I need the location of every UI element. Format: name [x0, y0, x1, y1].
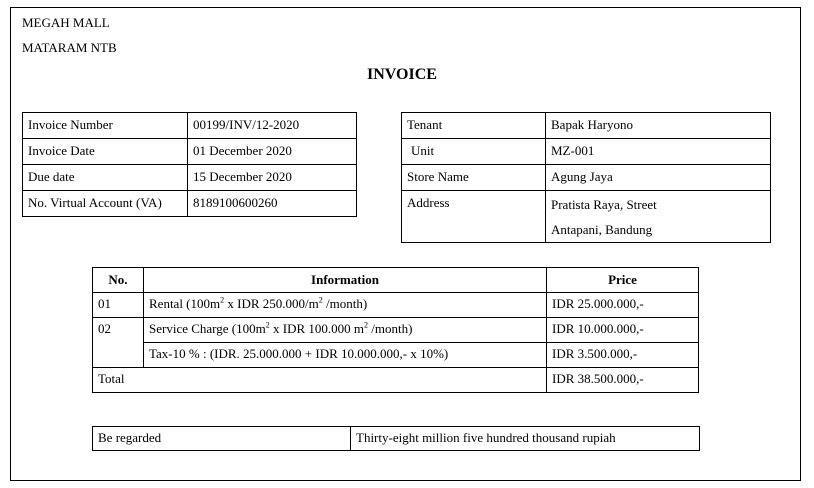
item-information: Rental ($100m^2$ x IDR $250.000/m^2$ /month) [144, 293, 547, 318]
company-name: MEGAH MALL [22, 15, 110, 30]
total-value: IDR 38.500.000,- [547, 368, 699, 393]
item-no: 02 [93, 318, 144, 368]
header-price: Price [547, 268, 699, 293]
table-row [402, 113, 771, 139]
regarded-label: Be regarded [93, 427, 351, 451]
table-row [402, 191, 771, 243]
table-row [93, 293, 699, 318]
item-information: Tax-10 % : (IDR. 25.000.000 + IDR 10.000.000,- x 10%) [144, 343, 547, 368]
company-location: MATARAM NTB [22, 40, 117, 55]
invoice-number-value: 00199/INV/12-2020 [188, 113, 357, 139]
address-value [546, 191, 771, 243]
table-row [402, 165, 771, 191]
due-date-label: Due date [23, 165, 188, 191]
invoice-info-table [22, 112, 357, 217]
address-line-2: Antapani, Bandung [551, 222, 653, 237]
regarded-value: Thirty-eight million five hundred thousand rupiah [351, 427, 700, 451]
table-row [23, 165, 357, 191]
table-row [93, 318, 699, 343]
invoice-title: INVOICE [367, 66, 437, 83]
table-row [23, 139, 357, 165]
table-row [402, 139, 771, 165]
unit-value: MZ-001 [546, 139, 771, 165]
item-price: IDR 10.000.000,- [547, 318, 699, 343]
address-line-1: Pratista Raya, Street [551, 197, 657, 212]
items-table [92, 267, 699, 393]
item-information: Service Charge ($100m^2$ x IDR 100.000 $m^2$ /month) [144, 318, 547, 343]
tenant-info-table [401, 112, 771, 243]
item-no: 01 [93, 293, 144, 318]
tenant-label: Tenant [402, 113, 546, 139]
due-date-value: 15 December 2020 [188, 165, 357, 191]
address-label: Address [402, 191, 546, 243]
total-row [93, 368, 699, 393]
unit-label: Unit [402, 139, 546, 165]
tenant-value: Bapak Haryono [546, 113, 771, 139]
header-no: No. [93, 268, 144, 293]
regarded-table [92, 426, 700, 451]
table-row [93, 427, 700, 451]
table-row [93, 343, 699, 368]
invoice-date-value: 01 December 2020 [188, 139, 357, 165]
item-price: IDR 3.500.000,- [547, 343, 699, 368]
virtual-account-label: No. Virtual Account (VA) [23, 191, 188, 217]
invoice-date-label: Invoice Date [23, 139, 188, 165]
store-name-label: Store Name [402, 165, 546, 191]
store-name-value: Agung Jaya [546, 165, 771, 191]
virtual-account-value: 8189100600260 [188, 191, 357, 217]
item-price: IDR 25.000.000,- [547, 293, 699, 318]
invoice-number-label: Invoice Number [23, 113, 188, 139]
header-information: Information [144, 268, 547, 293]
table-row [23, 113, 357, 139]
table-header-row [93, 268, 699, 293]
total-label: Total [93, 368, 547, 393]
table-row [23, 191, 357, 217]
